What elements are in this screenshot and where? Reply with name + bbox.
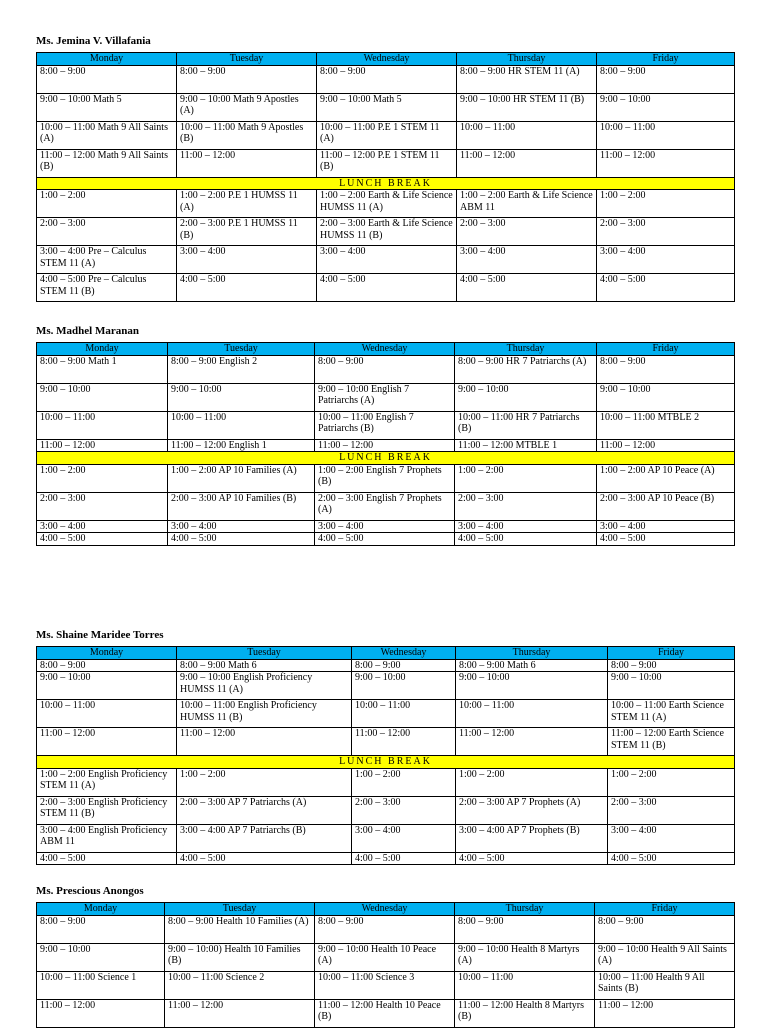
- table-row: [37, 659, 735, 672]
- cell: 3:00 – 4:00: [168, 520, 315, 533]
- cell: 11:00 – 12:00 Earth Science STEM 11 (B): [608, 728, 735, 756]
- cell: 2:00 – 3:00: [37, 218, 177, 246]
- cell: 3:00 – 4:00: [317, 246, 457, 274]
- table-row: [37, 121, 735, 149]
- cell: 10:00 – 11:00 MTBLE 2: [597, 411, 735, 439]
- cell: 9:00 – 10:00 Health 8 Martyrs (A): [455, 943, 595, 971]
- cell: 9:00 – 10:00) Health 10 Families (B): [165, 943, 315, 971]
- cell: 8:00 – 9:00: [315, 915, 455, 943]
- day-header-monday: Monday: [37, 53, 177, 66]
- cell: 9:00 – 10:00 Health 10 Peace (A): [315, 943, 455, 971]
- cell: 4:00 – 5:00: [317, 274, 457, 302]
- table-row: [37, 93, 735, 121]
- schedule-section-torres: [36, 629, 734, 865]
- cell: 2:00 – 3:00 English Proficiency STEM 11 (B): [37, 796, 177, 824]
- table-row: [37, 852, 735, 865]
- cell: 2:00 – 3:00 English 7 Prophets (A): [315, 492, 455, 520]
- cell: 11:00 – 12:00: [457, 149, 597, 177]
- lunch-break-label: LUNCH BREAK: [37, 177, 735, 190]
- day-header-tuesday: Tuesday: [177, 647, 352, 660]
- cell: 2:00 – 3:00: [597, 218, 735, 246]
- teacher-name: Ms. Madhel Maranan: [36, 325, 139, 337]
- cell: 9:00 – 10:00: [608, 672, 735, 700]
- table-row: [37, 411, 735, 439]
- table-row: [37, 768, 735, 796]
- cell: 11:00 – 12:00: [37, 439, 168, 452]
- cell: 1:00 – 2:00: [597, 190, 735, 218]
- cell: 3:00 – 4:00 English Proficiency ABM 11: [37, 824, 177, 852]
- cell: 9:00 – 10:00 Math 9 Apostles (A): [177, 93, 317, 121]
- cell: 8:00 – 9:00: [597, 355, 735, 383]
- day-header-wednesday: Wednesday: [315, 343, 455, 356]
- table-row: [37, 796, 735, 824]
- cell: 11:00 – 12:00 MTBLE 1: [455, 439, 597, 452]
- cell: 9:00 – 10:00: [597, 383, 735, 411]
- day-header-tuesday: Tuesday: [177, 53, 317, 66]
- cell: 3:00 – 4:00: [177, 246, 317, 274]
- cell: 10:00 – 11:00 Math 9 All Saints (A): [37, 121, 177, 149]
- day-header-friday: Friday: [597, 53, 735, 66]
- cell: 10:00 – 11:00 English 7 Patriarchs (B): [315, 411, 455, 439]
- lunch-break-row: [37, 756, 735, 769]
- day-header-wednesday: Wednesday: [352, 647, 456, 660]
- cell: 1:00 – 2:00 AP 10 Peace (A): [597, 464, 735, 492]
- cell: 10:00 – 11:00 Math 9 Apostles (B): [177, 121, 317, 149]
- day-header-wednesday: Wednesday: [315, 903, 455, 916]
- cell: 11:00 – 12:00 Health 10 Peace (B): [315, 999, 455, 1027]
- cell: 8:00 – 9:00 HR STEM 11 (A): [457, 65, 597, 93]
- schedule-table: [36, 342, 735, 546]
- cell: 3:00 – 4:00 Pre – Calculus STEM 11 (A): [37, 246, 177, 274]
- cell: 11:00 – 12:00: [177, 149, 317, 177]
- cell: 10:00 – 11:00: [352, 700, 456, 728]
- cell: 8:00 – 9:00: [317, 65, 457, 93]
- cell: 1:00 – 2:00: [608, 768, 735, 796]
- cell: 1:00 – 2:00: [37, 464, 168, 492]
- table-row: [37, 492, 735, 520]
- cell: 8:00 – 9:00 Math 6: [177, 659, 352, 672]
- cell: 11:00 – 12:00: [37, 728, 177, 756]
- cell: 4:00 – 5:00: [597, 533, 735, 546]
- cell: 10:00 – 11:00: [597, 121, 735, 149]
- cell: 9:00 – 10:00: [456, 672, 608, 700]
- cell: 9:00 – 10:00: [37, 383, 168, 411]
- cell: 9:00 – 10:00 Math 5: [37, 93, 177, 121]
- cell: 10:00 – 11:00: [455, 971, 595, 999]
- cell: 11:00 – 12:00: [595, 999, 735, 1027]
- cell: 8:00 – 9:00 HR 7 Patriarchs (A): [455, 355, 597, 383]
- cell: 4:00 – 5:00: [37, 533, 168, 546]
- day-header-friday: Friday: [597, 343, 735, 356]
- cell: 2:00 – 3:00: [37, 492, 168, 520]
- cell: 2:00 – 3:00 AP 10 Families (B): [168, 492, 315, 520]
- cell: 1:00 – 2:00: [37, 190, 177, 218]
- cell: 4:00 – 5:00: [177, 274, 317, 302]
- table-row: [37, 999, 735, 1027]
- cell: 4:00 – 5:00: [352, 852, 456, 865]
- cell: 9:00 – 10:00: [168, 383, 315, 411]
- cell: 11:00 – 12:00: [597, 439, 735, 452]
- cell: 4:00 – 5:00: [457, 274, 597, 302]
- cell: 10:00 – 11:00 Earth Science STEM 11 (A): [608, 700, 735, 728]
- cell: 2:00 – 3:00 P.E 1 HUMSS 11 (B): [177, 218, 317, 246]
- lunch-break-label: LUNCH BREAK: [37, 452, 735, 465]
- cell: 10:00 – 11:00: [37, 700, 177, 728]
- day-header-wednesday: Wednesday: [317, 53, 457, 66]
- table-row: [37, 533, 735, 546]
- cell: 1:00 – 2:00: [352, 768, 456, 796]
- cell: 8:00 – 9:00 Math 6: [456, 659, 608, 672]
- schedule-table: [36, 646, 735, 865]
- cell: 11:00 – 12:00: [177, 728, 352, 756]
- cell: 1:00 – 2:00 P.E 1 HUMSS 11 (A): [177, 190, 317, 218]
- cell: 3:00 – 4:00: [315, 520, 455, 533]
- day-header-thursday: Thursday: [457, 53, 597, 66]
- teacher-name: Ms. Jemina V. Villafania: [36, 35, 151, 47]
- cell: 10:00 – 11:00 Health 9 All Saints (B): [595, 971, 735, 999]
- header-row: [37, 53, 735, 66]
- table-row: [37, 190, 735, 218]
- header-row: [37, 903, 735, 916]
- table-row: [37, 728, 735, 756]
- schedule-table: [36, 902, 735, 1028]
- table-row: [37, 274, 735, 302]
- cell: 1:00 – 2:00 AP 10 Families (A): [168, 464, 315, 492]
- day-header-monday: Monday: [37, 343, 168, 356]
- cell: 11:00 – 12:00: [352, 728, 456, 756]
- cell: 11:00 – 12:00 P.E 1 STEM 11 (B): [317, 149, 457, 177]
- day-header-tuesday: Tuesday: [168, 343, 315, 356]
- cell: 11:00 – 12:00: [456, 728, 608, 756]
- cell: 2:00 – 3:00: [457, 218, 597, 246]
- table-row: [37, 971, 735, 999]
- table-row: [37, 915, 735, 943]
- cell: 2:00 – 3:00: [455, 492, 597, 520]
- cell: 4:00 – 5:00: [456, 852, 608, 865]
- cell: 11:00 – 12:00 Math 9 All Saints (B): [37, 149, 177, 177]
- cell: 8:00 – 9:00 English 2: [168, 355, 315, 383]
- cell: 4:00 – 5:00: [168, 533, 315, 546]
- lunch-break-row: [37, 177, 735, 190]
- cell: 3:00 – 4:00: [37, 520, 168, 533]
- cell: 1:00 – 2:00: [455, 464, 597, 492]
- cell: 3:00 – 4:00: [597, 520, 735, 533]
- header-row: [37, 647, 735, 660]
- cell: 10:00 – 11:00 Science 1: [37, 971, 165, 999]
- cell: 2:00 – 3:00: [352, 796, 456, 824]
- header-row: [37, 343, 735, 356]
- cell: 8:00 – 9:00: [595, 915, 735, 943]
- cell: 10:00 – 11:00: [37, 411, 168, 439]
- cell: 4:00 – 5:00: [455, 533, 597, 546]
- cell: 4:00 – 5:00: [37, 852, 177, 865]
- cell: 1:00 – 2:00 Earth & Life Science HUMSS 11 (A): [317, 190, 457, 218]
- cell: 8:00 – 9:00: [352, 659, 456, 672]
- day-header-tuesday: Tuesday: [165, 903, 315, 916]
- cell: 4:00 – 5:00: [608, 852, 735, 865]
- cell: 3:00 – 4:00: [608, 824, 735, 852]
- cell: 8:00 – 9:00: [315, 355, 455, 383]
- day-header-monday: Monday: [37, 647, 177, 660]
- day-header-monday: Monday: [37, 903, 165, 916]
- cell: 3:00 – 4:00 AP 7 Patriarchs (B): [177, 824, 352, 852]
- table-row: [37, 65, 735, 93]
- cell: 4:00 – 5:00: [315, 533, 455, 546]
- cell: 8:00 – 9:00 Health 10 Families (A): [165, 915, 315, 943]
- cell: 3:00 – 4:00: [597, 246, 735, 274]
- cell: 8:00 – 9:00: [608, 659, 735, 672]
- cell: 2:00 – 3:00: [608, 796, 735, 824]
- cell: 9:00 – 10:00: [597, 93, 735, 121]
- lunch-break-row: [37, 452, 735, 465]
- schedule-section-villafania: [36, 35, 734, 302]
- cell: 10:00 – 11:00: [457, 121, 597, 149]
- cell: 4:00 – 5:00 Pre – Calculus STEM 11 (B): [37, 274, 177, 302]
- cell: 10:00 – 11:00 Science 3: [315, 971, 455, 999]
- cell: 3:00 – 4:00: [352, 824, 456, 852]
- cell: 9:00 – 10:00 English 7 Patriarchs (A): [315, 383, 455, 411]
- cell: 8:00 – 9:00: [455, 915, 595, 943]
- cell: 1:00 – 2:00 English Proficiency STEM 11 (A): [37, 768, 177, 796]
- table-row: [37, 520, 735, 533]
- cell: 11:00 – 12:00 Health 8 Martyrs (B): [455, 999, 595, 1027]
- cell: 1:00 – 2:00 Earth & Life Science ABM 11: [457, 190, 597, 218]
- cell: 11:00 – 12:00: [315, 439, 455, 452]
- schedule-section-maranan: [36, 325, 734, 546]
- cell: 1:00 – 2:00: [456, 768, 608, 796]
- cell: 8:00 – 9:00 Math 1: [37, 355, 168, 383]
- cell: 8:00 – 9:00: [177, 65, 317, 93]
- cell: 9:00 – 10:00 English Proficiency HUMSS 11 (A): [177, 672, 352, 700]
- table-row: [37, 246, 735, 274]
- table-row: [37, 700, 735, 728]
- day-header-thursday: Thursday: [455, 903, 595, 916]
- cell: 2:00 – 3:00 Earth & Life Science HUMSS 11 (B): [317, 218, 457, 246]
- cell: 11:00 – 12:00 English 1: [168, 439, 315, 452]
- cell: 4:00 – 5:00: [597, 274, 735, 302]
- day-header-friday: Friday: [595, 903, 735, 916]
- cell: 1:00 – 2:00 English 7 Prophets (B): [315, 464, 455, 492]
- cell: 1:00 – 2:00: [177, 768, 352, 796]
- day-header-friday: Friday: [608, 647, 735, 660]
- cell: 9:00 – 10:00: [455, 383, 597, 411]
- teacher-name: Ms. Shaine Maridee Torres: [36, 629, 164, 641]
- table-row: [37, 672, 735, 700]
- schedule-table: [36, 52, 735, 302]
- cell: 9:00 – 10:00: [37, 943, 165, 971]
- table-row: [37, 355, 735, 383]
- cell: 9:00 – 10:00 HR STEM 11 (B): [457, 93, 597, 121]
- teacher-name: Ms. Prescious Anongos: [36, 885, 144, 897]
- cell: 4:00 – 5:00: [177, 852, 352, 865]
- cell: 3:00 – 4:00: [455, 520, 597, 533]
- cell: 11:00 – 12:00: [165, 999, 315, 1027]
- cell: 8:00 – 9:00: [597, 65, 735, 93]
- table-row: [37, 824, 735, 852]
- cell: 2:00 – 3:00 AP 7 Prophets (A): [456, 796, 608, 824]
- cell: 9:00 – 10:00: [352, 672, 456, 700]
- cell: 9:00 – 10:00: [37, 672, 177, 700]
- table-row: [37, 383, 735, 411]
- cell: 8:00 – 9:00: [37, 659, 177, 672]
- lunch-break-label: LUNCH BREAK: [37, 756, 735, 769]
- table-row: [37, 149, 735, 177]
- table-row: [37, 943, 735, 971]
- table-row: [37, 464, 735, 492]
- table-row: [37, 439, 735, 452]
- cell: 8:00 – 9:00: [37, 915, 165, 943]
- cell: 10:00 – 11:00 English Proficiency HUMSS 11 (B): [177, 700, 352, 728]
- cell: 3:00 – 4:00 AP 7 Prophets (B): [456, 824, 608, 852]
- cell: 10:00 – 11:00: [168, 411, 315, 439]
- schedule-section-anongos: [36, 885, 734, 1028]
- cell: 10:00 – 11:00: [456, 700, 608, 728]
- cell: 9:00 – 10:00 Health 9 All Saints (A): [595, 943, 735, 971]
- cell: 10:00 – 11:00 HR 7 Patriarchs (B): [455, 411, 597, 439]
- cell: 11:00 – 12:00: [37, 999, 165, 1027]
- day-header-thursday: Thursday: [456, 647, 608, 660]
- cell: 2:00 – 3:00 AP 10 Peace (B): [597, 492, 735, 520]
- cell: 10:00 – 11:00 P.E 1 STEM 11 (A): [317, 121, 457, 149]
- cell: 11:00 – 12:00: [597, 149, 735, 177]
- cell: 10:00 – 11:00 Science 2: [165, 971, 315, 999]
- cell: 2:00 – 3:00 AP 7 Patriarchs (A): [177, 796, 352, 824]
- cell: 8:00 – 9:00: [37, 65, 177, 93]
- cell: 3:00 – 4:00: [457, 246, 597, 274]
- day-header-thursday: Thursday: [455, 343, 597, 356]
- table-row: [37, 218, 735, 246]
- cell: 9:00 – 10:00 Math 5: [317, 93, 457, 121]
